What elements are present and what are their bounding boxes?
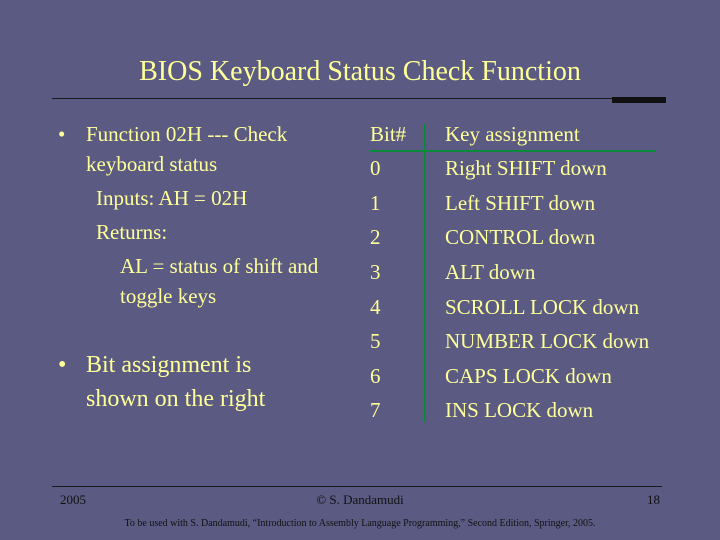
al-line2: toggle keys bbox=[120, 284, 217, 308]
footer-copyright: © S. Dandamudi bbox=[316, 492, 404, 507]
key-cell: Right SHIFT down bbox=[445, 156, 607, 180]
key-cell: ALT down bbox=[445, 260, 536, 284]
bit-cell: 2 bbox=[370, 225, 381, 249]
footer-page-number: 18 bbox=[647, 492, 660, 507]
bit-cell: 4 bbox=[370, 295, 381, 319]
table-header-rule bbox=[370, 150, 656, 152]
bit-cell: 3 bbox=[370, 260, 381, 284]
key-cell: SCROLL LOCK down bbox=[445, 295, 640, 319]
title-rule bbox=[52, 98, 662, 99]
bullet-icon: • bbox=[58, 352, 67, 378]
title-rule-accent bbox=[612, 97, 666, 103]
bullet-icon: • bbox=[58, 122, 66, 146]
bit-header: Bit# bbox=[370, 122, 407, 146]
bullet-2-line2: shown on the right bbox=[86, 386, 266, 412]
key-cell: CONTROL down bbox=[445, 225, 596, 249]
table-vertical-rule bbox=[424, 124, 426, 422]
bullet-1 bbox=[58, 122, 287, 147]
bit-cell: 7 bbox=[370, 398, 381, 422]
key-cell: INS LOCK down bbox=[445, 398, 594, 422]
bullet-2-line1: Bit assignment is bbox=[86, 352, 252, 378]
key-cell: NUMBER LOCK down bbox=[445, 329, 650, 353]
bit-cell: 0 bbox=[370, 156, 381, 180]
key-header: Key assignment bbox=[445, 122, 580, 146]
slide-title: BIOS Keyboard Status Check Function bbox=[139, 56, 581, 87]
key-cell: Left SHIFT down bbox=[445, 191, 596, 215]
bullet-2 bbox=[58, 352, 251, 379]
inputs-text: Inputs: AH = 02H bbox=[96, 186, 248, 210]
footer-rule bbox=[52, 486, 662, 487]
footer-note: To be used with S. Dandamudi, “Introduction to Assembly Language Programming,” Second Edition, Springer, 2005. bbox=[124, 518, 596, 529]
key-cell: CAPS LOCK down bbox=[445, 364, 612, 388]
bit-cell: 1 bbox=[370, 191, 381, 215]
footer-year: 2005 bbox=[60, 492, 86, 507]
bit-cell: 5 bbox=[370, 329, 381, 353]
bit-cell: 6 bbox=[370, 364, 381, 388]
bullet-1-line2: keyboard status bbox=[86, 152, 218, 176]
returns-text: Returns: bbox=[96, 220, 168, 244]
bullet-1-line1: Function 02H --- Check bbox=[86, 122, 288, 146]
al-line1: AL = status of shift and bbox=[120, 254, 319, 278]
